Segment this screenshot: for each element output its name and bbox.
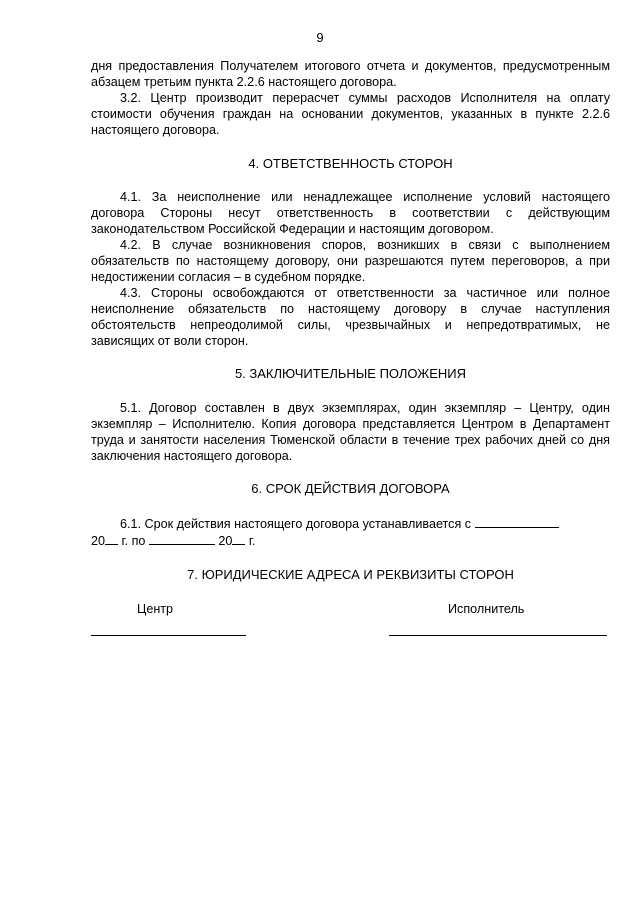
term-mid-text: г. по (121, 534, 146, 548)
section-6-heading: 6. СРОК ДЕЙСТВИЯ ДОГОВОРА (251, 481, 450, 496)
term-text: 6.1. Срок действия настоящего договора устанавливается с (120, 517, 472, 531)
term-end-text: г. (248, 534, 256, 548)
paragraph-5-1: 5.1. Договор составлен в двух экземплярах, один экземпляр – Центру, один экземпляр – Исполнителю. Копия договора представляется Центром в Департамент труда и занятости населения Тюменской области в течение трех рабочих дней со дня заключения настоящего договора. (91, 401, 610, 463)
intro-paragraph: дня предоставления Получателем итогового отчета и документов, предусмотренным абзацем третьим пункта 2.2.6 настоящего договора. (91, 59, 610, 89)
center-signature-label: Центр (137, 602, 174, 616)
page-number: 9 (316, 30, 324, 45)
paragraph-6-1 (91, 515, 610, 549)
signature-block (91, 601, 610, 651)
paragraph-4-1: 4.1. За неисполнение или ненадлежащее исполнение условий настоящего договора Стороны несут ответственность в соответствии с действующим законодательством Российской Федерации и настоящим договором. (91, 190, 610, 236)
start-year-blank (105, 532, 118, 545)
document-body (91, 58, 610, 651)
paragraph-4-3: 4.3. Стороны освобождаются от ответственности за частичное или полное неисполнение обязательств по настоящему договору в случае наступления обстоятельств непреодолимой силы, чрезвычайных и непредотвратимых, не зависящих от воли сторон. (91, 286, 610, 348)
executor-signature-line (389, 635, 607, 636)
paragraph-3-2: 3.2. Центр производит перерасчет суммы расходов Исполнителя на оплату стоимости обучения граждан на основании документов, указанных в пункте 2.2.6 настоящего договора. (91, 91, 610, 137)
center-signature-line (91, 635, 246, 636)
section-4-heading: 4. ОТВЕТСТВЕННОСТЬ СТОРОН (248, 156, 453, 171)
section-7-heading: 7. ЮРИДИЧЕСКИЕ АДРЕСА И РЕКВИЗИТЫ СТОРОН (187, 567, 514, 582)
start-date-blank (475, 515, 559, 528)
paragraph-4-2: 4.2. В случае возникновения споров, возникших в связи с выполнением обязательств по настоящему договору, они разрешаются путем переговоров, а при недостижении согласия – в судебном порядке. (91, 238, 610, 284)
section-5-heading: 5. ЗАКЛЮЧИТЕЛЬНЫЕ ПОЛОЖЕНИЯ (234, 366, 467, 381)
end-date-blank (149, 532, 215, 545)
year-prefix-end: 20 (218, 534, 233, 548)
year-prefix-start: 20 (91, 534, 106, 548)
executor-signature-label: Исполнитель (448, 602, 525, 616)
end-year-blank (232, 532, 245, 545)
